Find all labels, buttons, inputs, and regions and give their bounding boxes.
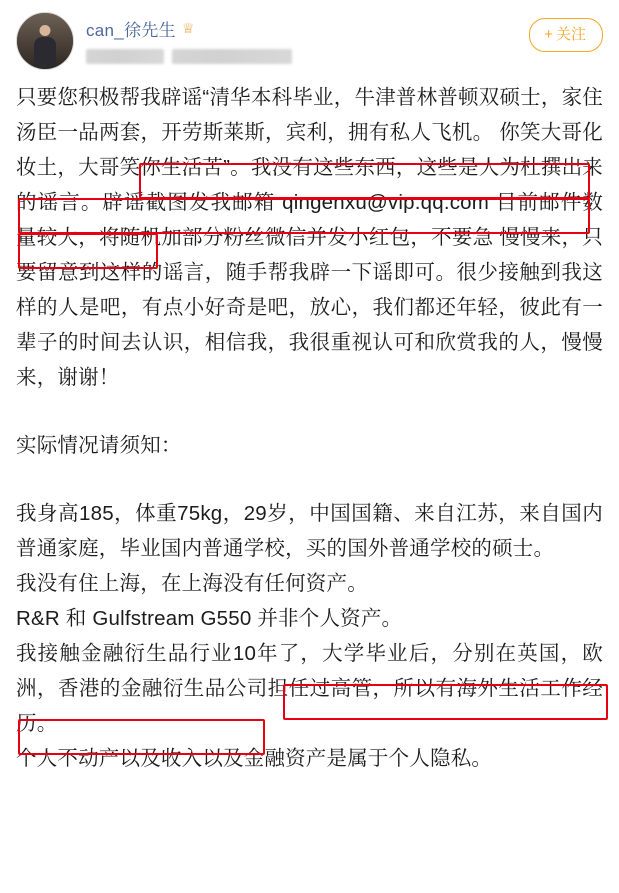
author-name-row bbox=[86, 16, 529, 40]
post-paragraph-5: R&R 和 Gulfstream G550 并非个人资产。 bbox=[16, 607, 403, 630]
post-paragraph-4: 我没有住上海，在上海没有任何资产。 bbox=[16, 572, 368, 595]
bottom-fade bbox=[0, 875, 619, 893]
post-paragraph-6: 我接触金融衍生品行业10年了，大学毕业后，分别在英国，欧洲，香港的金融衍生品公司担任过高管，所以有海外生活工作经历。 bbox=[16, 642, 603, 735]
post-paragraph-2: 实际情况请须知： bbox=[16, 434, 182, 457]
author-nickname[interactable]: can_徐先生 bbox=[86, 20, 176, 40]
crown-icon: ♕ bbox=[181, 20, 195, 36]
follow-button[interactable] bbox=[529, 18, 603, 52]
post-body bbox=[0, 80, 619, 776]
post-header bbox=[0, 0, 619, 80]
author-meta-row bbox=[86, 49, 529, 64]
avatar[interactable] bbox=[16, 12, 74, 70]
avatar-body bbox=[34, 37, 56, 67]
post-paragraph-3: 我身高185，体重75kg，29岁，中国国籍、来自江苏，来自国内普通家庭，毕业国内普通学校，买的国外普通学校的硕士。 bbox=[16, 502, 603, 560]
post-paragraph-7: 个人不动产以及收入以及金融资产是属于个人隐私。 bbox=[16, 747, 493, 770]
post-paragraph-1: 只要您积极帮我辟谣“清华本科毕业，牛津普林普顿双硕士，家住汤臣一品两套，开劳斯莱斯，宾利，拥有私人飞机。 你笑大哥化妆土，大哥笑你生活苦”。我没有这些东西，这些是人为杜撰出来的谣言。辟谣截图发我邮箱 qingenxu@vip.qq.com 目前邮件数量较大，将随机加部分粉丝微信并发小红包，不要急 慢慢来，只要留意到这样的谣言，随手帮我辟一下谣即可。很少接触到我这样的人是吧，有点小好奇是吧，放心，我们都还年轻，彼此有一辈子的时间去认识，相信我，我很重视认可和欣赏我的人，慢慢来，谢谢！ bbox=[16, 86, 603, 389]
author-meta-blurred-2 bbox=[172, 49, 292, 64]
plus-icon: + bbox=[544, 26, 553, 43]
avatar-head bbox=[40, 25, 51, 36]
author-meta-blurred-1 bbox=[86, 49, 164, 64]
follow-button-label: 关注 bbox=[555, 26, 586, 43]
author-info bbox=[74, 12, 529, 64]
